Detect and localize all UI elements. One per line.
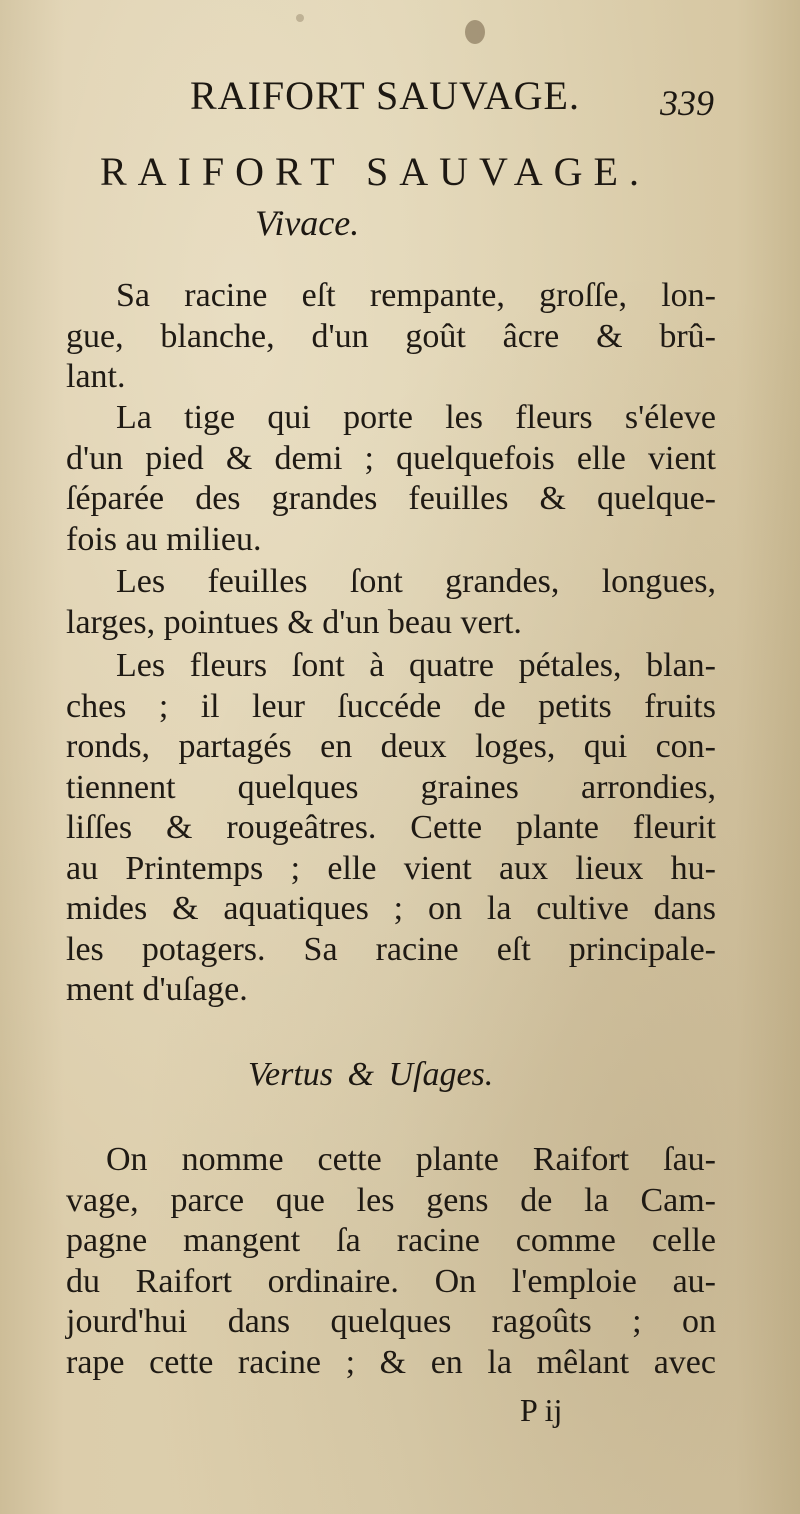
ink-spot — [465, 20, 485, 44]
text-line: ſéparée des grandes feuilles & quelque- — [66, 480, 716, 517]
paragraph-leaves — [66, 562, 716, 643]
text-line: pagne mangent ſa racine comme celle — [66, 1222, 716, 1259]
paragraph-flowers — [66, 646, 716, 1011]
paragraph-root — [66, 276, 716, 398]
text-line: Sa racine eſt rempante, groſſe, lon- — [116, 277, 716, 314]
text-line: vage, parce que les gens de la Cam- — [66, 1181, 716, 1219]
text-line: mides & aquatiques ; on la cultive dans — [66, 890, 716, 927]
section-subtitle: Vivace. — [255, 203, 360, 243]
running-head: RAIFORT SAUVAGE. — [190, 73, 580, 118]
text-line: ronds, partagés en deux loges, qui con- — [66, 728, 716, 765]
text-line: ment d'uſage. — [66, 971, 248, 1008]
text-line: du Raifort ordinaire. On l'emploie au- — [66, 1262, 716, 1300]
text-line: les potagers. Sa racine eſt principale- — [66, 930, 716, 968]
text-line: Les fleurs ſont à quatre pétales, blan- — [116, 647, 716, 684]
text-line: Les feuilles ſont grandes, longues, — [116, 563, 716, 600]
text-line: larges, pointues & d'un beau vert. — [66, 603, 522, 641]
text-line: On nomme cette plante Raifort ſau- — [106, 1141, 716, 1178]
text-line: liſſes & rougeâtres. Cette plante fleurit — [66, 809, 716, 846]
text-line: gue, blanche, d'un goût âcre & brû- — [66, 317, 716, 355]
text-line: La tige qui porte les fleurs s'éleve — [116, 399, 716, 436]
text-line: lant. — [66, 358, 126, 395]
text-line: tiennent quelques graines arrondies, — [66, 768, 716, 806]
signature-mark: P ij — [520, 1392, 563, 1428]
text-line: ches ; il leur ſuccéde de petits fruits — [66, 687, 716, 725]
ink-spot — [296, 14, 304, 22]
section-title: RAIFORT SAUVAGE. — [100, 149, 650, 194]
text-line: rape cette racine ; & en la mêlant avec — [66, 1343, 716, 1381]
paragraph-stem — [66, 398, 716, 560]
text-line: au Printemps ; elle vient aux lieux hu- — [66, 849, 716, 887]
text-line: d'un pied & demi ; quelquefois elle vient — [66, 439, 716, 477]
text-line: jourd'hui dans quelques ragoûts ; on — [66, 1303, 716, 1340]
section-heading-uses: Vertus & Uſages. — [248, 1056, 494, 1093]
page-number: 339 — [660, 83, 714, 123]
paragraph-uses — [66, 1140, 716, 1383]
text-line: fois au milieu. — [66, 520, 262, 558]
